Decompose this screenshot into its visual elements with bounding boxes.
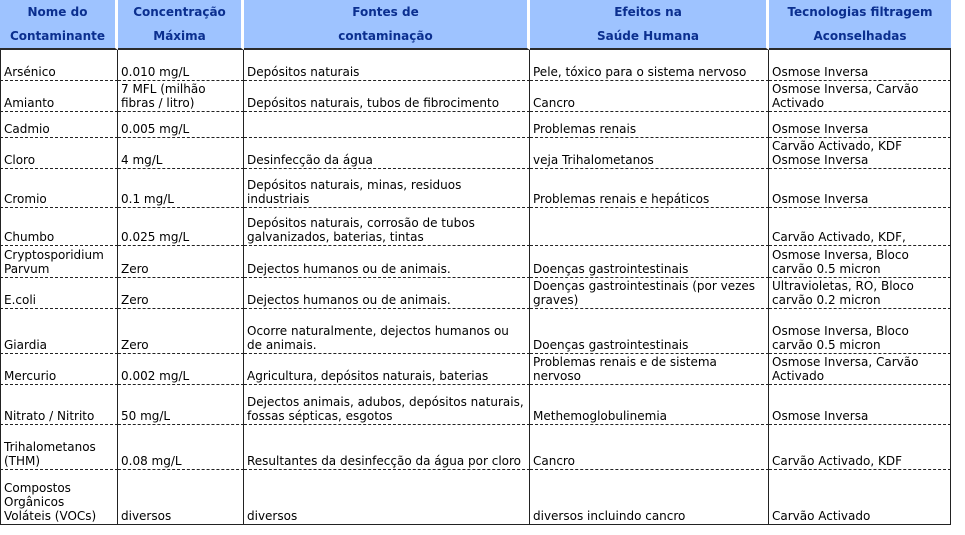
cell-name: Cadmio xyxy=(0,112,118,138)
cell-technology: Carvão Activado, KDF xyxy=(769,425,951,470)
cell-concentration: 0.1 mg/L xyxy=(118,169,244,208)
table-row xyxy=(0,138,951,169)
cell-technology: Osmose Inversa xyxy=(769,50,951,81)
cell-source: diversos xyxy=(244,470,530,525)
header-row xyxy=(0,0,951,50)
cell-name: Giardia xyxy=(0,309,118,354)
cell-concentration: 50 mg/L xyxy=(118,385,244,425)
cell-effect: Cancro xyxy=(530,425,769,470)
cell-concentration: 0.010 mg/L xyxy=(118,50,244,81)
cell-name: Cryptosporidium Parvum xyxy=(0,246,118,278)
cell-concentration: 4 mg/L xyxy=(118,138,244,169)
header-health-effects: Efeitos na Saúde Humana xyxy=(530,0,769,50)
table-body xyxy=(0,50,951,525)
cell-source: Depósitos naturais, corrosão de tubos galvanizados, baterias, tintas xyxy=(244,208,530,246)
cell-source: Dejectos humanos ou de animais. xyxy=(244,278,530,309)
cell-name: Amianto xyxy=(0,81,118,112)
table-row xyxy=(0,169,951,208)
table-row xyxy=(0,81,951,112)
cell-effect: Problemas renais e de sistema nervoso xyxy=(530,354,769,385)
cell-technology: Carvão Activado, KDF, xyxy=(769,208,951,246)
table-row xyxy=(0,309,951,354)
cell-technology: Ultravioletas, RO, Bloco carvão 0.2 micron xyxy=(769,278,951,309)
cell-effect: Cancro xyxy=(530,81,769,112)
cell-effect: Doenças gastrointestinais xyxy=(530,246,769,278)
cell-name: Trihalometanos (THM) xyxy=(0,425,118,470)
cell-effect xyxy=(530,208,769,246)
table-row xyxy=(0,112,951,138)
cell-technology: Carvão Activado, KDF Osmose Inversa xyxy=(769,138,951,169)
table-row xyxy=(0,470,951,525)
table-row xyxy=(0,425,951,470)
cell-concentration: 0.08 mg/L xyxy=(118,425,244,470)
cell-name: Chumbo xyxy=(0,208,118,246)
cell-source: Ocorre naturalmente, dejectos humanos ou de animais. xyxy=(244,309,530,354)
cell-name: Cloro xyxy=(0,138,118,169)
cell-technology: Osmose Inversa xyxy=(769,112,951,138)
header-filter-technologies: Tecnologias filtragem Aconselhadas xyxy=(769,0,951,50)
cell-concentration: diversos xyxy=(118,470,244,525)
table-row xyxy=(0,50,951,81)
cell-source: Depósitos naturais, minas, residuos industriais xyxy=(244,169,530,208)
cell-technology: Osmose Inversa, Carvão Activado xyxy=(769,354,951,385)
header-sources: Fontes de contaminação xyxy=(244,0,530,50)
table-row xyxy=(0,385,951,425)
cell-effect: Doenças gastrointestinais (por vezes graves) xyxy=(530,278,769,309)
table-header xyxy=(0,0,951,50)
cell-name: Arsénico xyxy=(0,50,118,81)
cell-effect: Problemas renais e hepáticos xyxy=(530,169,769,208)
header-max-concentration: Concentração Máxima xyxy=(118,0,244,50)
cell-source: Dejectos humanos ou de animais. xyxy=(244,246,530,278)
table-row xyxy=(0,278,951,309)
header-contaminant: Nome do Contaminante xyxy=(0,0,118,50)
cell-name: Cromio xyxy=(0,169,118,208)
table-row xyxy=(0,246,951,278)
cell-concentration: 0.002 mg/L xyxy=(118,354,244,385)
cell-technology: Osmose Inversa xyxy=(769,169,951,208)
cell-name: Compostos Orgânicos Voláteis (VOCs) xyxy=(0,470,118,525)
cell-technology: Osmose Inversa xyxy=(769,385,951,425)
cell-technology: Osmose Inversa, Carvão Activado xyxy=(769,81,951,112)
table-row xyxy=(0,208,951,246)
cell-effect: diversos incluindo cancro xyxy=(530,470,769,525)
cell-source: Desinfecção da água xyxy=(244,138,530,169)
cell-technology: Osmose Inversa, Bloco carvão 0.5 micron xyxy=(769,246,951,278)
cell-concentration: 0.025 mg/L xyxy=(118,208,244,246)
cell-effect: Pele, tóxico para o sistema nervoso xyxy=(530,50,769,81)
table-row xyxy=(0,354,951,385)
cell-source: Depósitos naturais xyxy=(244,50,530,81)
cell-name: Nitrato / Nitrito xyxy=(0,385,118,425)
cell-technology: Carvão Activado xyxy=(769,470,951,525)
cell-concentration: Zero xyxy=(118,278,244,309)
cell-concentration: 0.005 mg/L xyxy=(118,112,244,138)
cell-concentration: Zero xyxy=(118,246,244,278)
cell-effect: veja Trihalometanos xyxy=(530,138,769,169)
cell-concentration: 7 MFL (milhão fibras / litro) xyxy=(118,81,244,112)
cell-name: Mercurio xyxy=(0,354,118,385)
cell-source: Dejectos animais, adubos, depósitos naturais, fossas sépticas, esgotos xyxy=(244,385,530,425)
cell-effect: Doenças gastrointestinais xyxy=(530,309,769,354)
cell-source: Depósitos naturais, tubos de fibrocimento xyxy=(244,81,530,112)
cell-concentration: Zero xyxy=(118,309,244,354)
cell-source: Agricultura, depósitos naturais, baterias xyxy=(244,354,530,385)
cell-source: Resultantes da desinfecção da água por cloro xyxy=(244,425,530,470)
cell-effect: Problemas renais xyxy=(530,112,769,138)
cell-source xyxy=(244,112,530,138)
cell-effect: Methemoglobulinemia xyxy=(530,385,769,425)
cell-name: E.coli xyxy=(0,278,118,309)
cell-technology: Osmose Inversa, Bloco carvão 0.5 micron xyxy=(769,309,951,354)
